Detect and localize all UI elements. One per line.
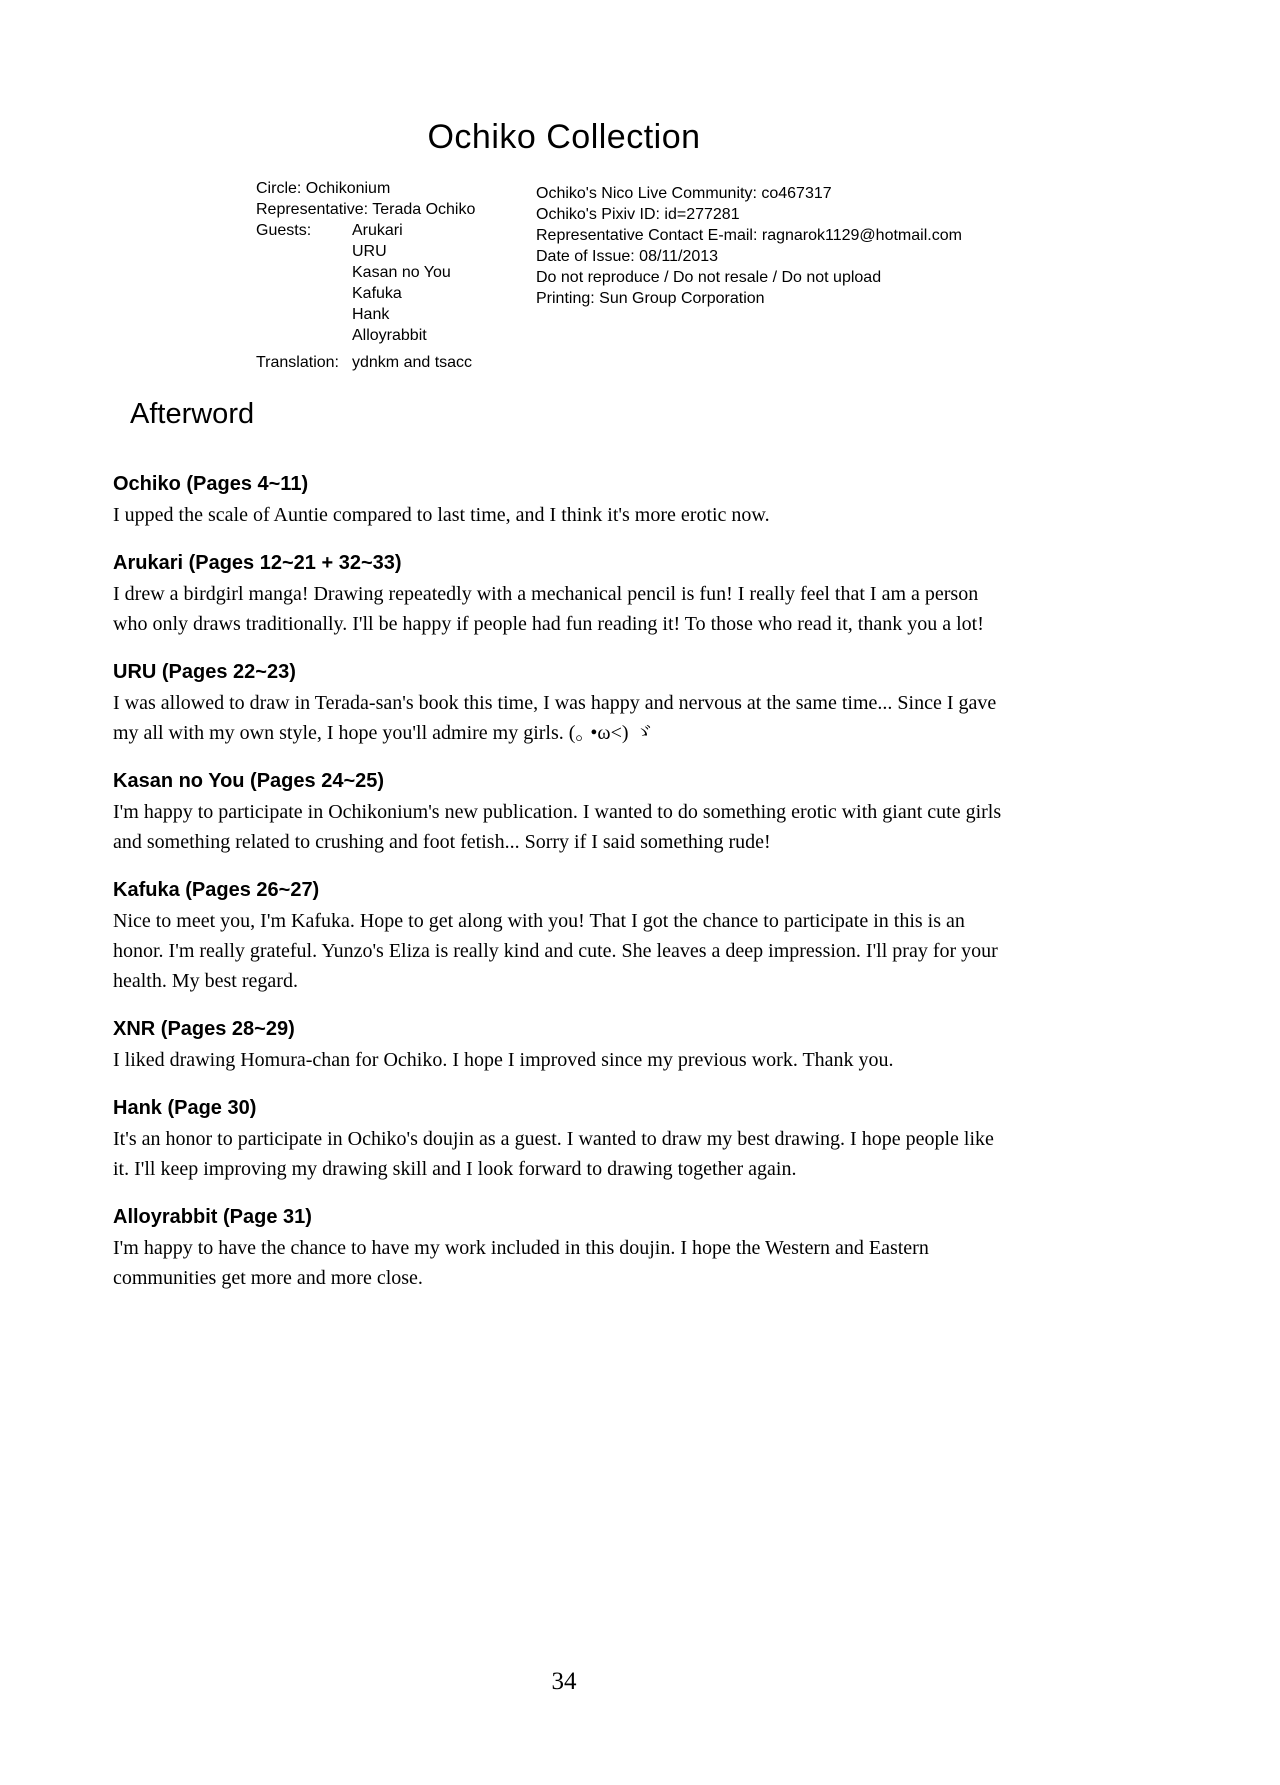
- section-body: I'm happy to have the chance to have my work included in this doujin. I hope the Western and Eastern communities get more and more close.: [113, 1237, 929, 1289]
- guest-name: Arukari: [352, 222, 403, 239]
- representative-line: [256, 199, 546, 220]
- afterword-section-kafuka: [113, 878, 1013, 996]
- section-body: I'm happy to participate in Ochikonium's new publication. I wanted to do something erotic with giant cute girls and something related to crushing and foot fetish... Sorry if I said something rude!: [113, 801, 1002, 853]
- pixiv-id-line: Ochiko's Pixiv ID: id=277281: [536, 206, 740, 223]
- translation-row: [256, 352, 546, 373]
- afterword-section-hank: [113, 1096, 1013, 1184]
- section-heading: Alloyrabbit (Page 31): [113, 1206, 312, 1228]
- afterword-heading: Afterword: [130, 398, 255, 430]
- printing-line: Printing: Sun Group Corporation: [536, 290, 765, 307]
- circle-value: Ochikonium: [305, 180, 391, 197]
- contact-email-line: Representative Contact E-mail: ragnarok1129@hotmail.com: [536, 227, 962, 244]
- guest-names-list: [352, 220, 451, 346]
- guest-name: Hank: [352, 306, 390, 323]
- section-body: I drew a birdgirl manga! Drawing repeatedly with a mechanical pencil is fun! I really feel that I am a person who only draws traditionally. I'll be happy if people had fun reading it! To those who read it, thank you a lot!: [113, 583, 984, 635]
- afterword-section-uru: [113, 660, 1013, 748]
- representative-value: Terada Ochiko: [372, 201, 476, 218]
- afterword-section-xnr: [113, 1017, 1013, 1075]
- section-heading: URU (Pages 22~23): [113, 661, 296, 683]
- credits-right-column: [536, 183, 962, 309]
- afterword-section-kasan-no-you: [113, 769, 1013, 857]
- representative-label: Representative:: [256, 201, 369, 218]
- page-number: 34: [551, 1668, 577, 1695]
- section-body: I was allowed to draw in Terada-san's book this time, I was happy and nervous at the same time... Since I gave my all with my own style, I hope you'll admire my girls. (｡ •ω<) ゞ: [113, 692, 997, 744]
- nico-live-community-line: Ochiko's Nico Live Community: co467317: [536, 185, 832, 202]
- circle-label: Circle:: [256, 180, 302, 197]
- circle-line: [256, 178, 546, 199]
- guests-row: [256, 220, 546, 346]
- section-body: I liked drawing Homura-chan for Ochiko. I hope I improved since my previous work. Thank you.: [113, 1049, 894, 1071]
- translation-label: Translation:: [256, 354, 339, 371]
- guest-name: Kafuka: [352, 285, 402, 302]
- date-of-issue-line: Date of Issue: 08/11/2013: [536, 248, 719, 265]
- guest-name: Kasan no You: [352, 264, 451, 281]
- section-heading: XNR (Pages 28~29): [113, 1018, 295, 1040]
- section-body: I upped the scale of Auntie compared to last time, and I think it's more erotic now.: [113, 504, 770, 526]
- section-heading: Kasan no You (Pages 24~25): [113, 770, 385, 792]
- afterword-section-arukari: [113, 551, 1013, 639]
- credits-left-column: [256, 178, 546, 373]
- section-body: It's an honor to participate in Ochiko's doujin as a guest. I wanted to draw my best drawing. I hope people like it. I'll keep improving my drawing skill and I look forward to drawing together again.: [113, 1128, 994, 1180]
- page-title: Ochiko Collection: [427, 118, 701, 156]
- afterword-section-ochiko: [113, 472, 1013, 530]
- section-body: Nice to meet you, I'm Kafuka. Hope to get along with you! That I got the chance to participate in this is an honor. I'm really grateful. Yunzo's Eliza is really kind and cute. She leaves a deep impression. I'll pray for your health. My best regard.: [113, 910, 998, 992]
- section-heading: Hank (Page 30): [113, 1097, 257, 1119]
- no-reproduce-line: Do not reproduce / Do not resale / Do not upload: [536, 269, 882, 286]
- translation-value: ydnkm and tsacc: [352, 354, 473, 371]
- afterword-section-alloyrabbit: [113, 1205, 1013, 1293]
- afterword-sections: [113, 472, 1013, 1314]
- section-heading: Kafuka (Pages 26~27): [113, 879, 320, 901]
- guest-name: URU: [352, 243, 387, 260]
- section-heading: Ochiko (Pages 4~11): [113, 473, 309, 495]
- section-heading: Arukari (Pages 12~21 + 32~33): [113, 552, 402, 574]
- guest-name: Alloyrabbit: [352, 327, 427, 344]
- guests-label: Guests:: [256, 222, 312, 239]
